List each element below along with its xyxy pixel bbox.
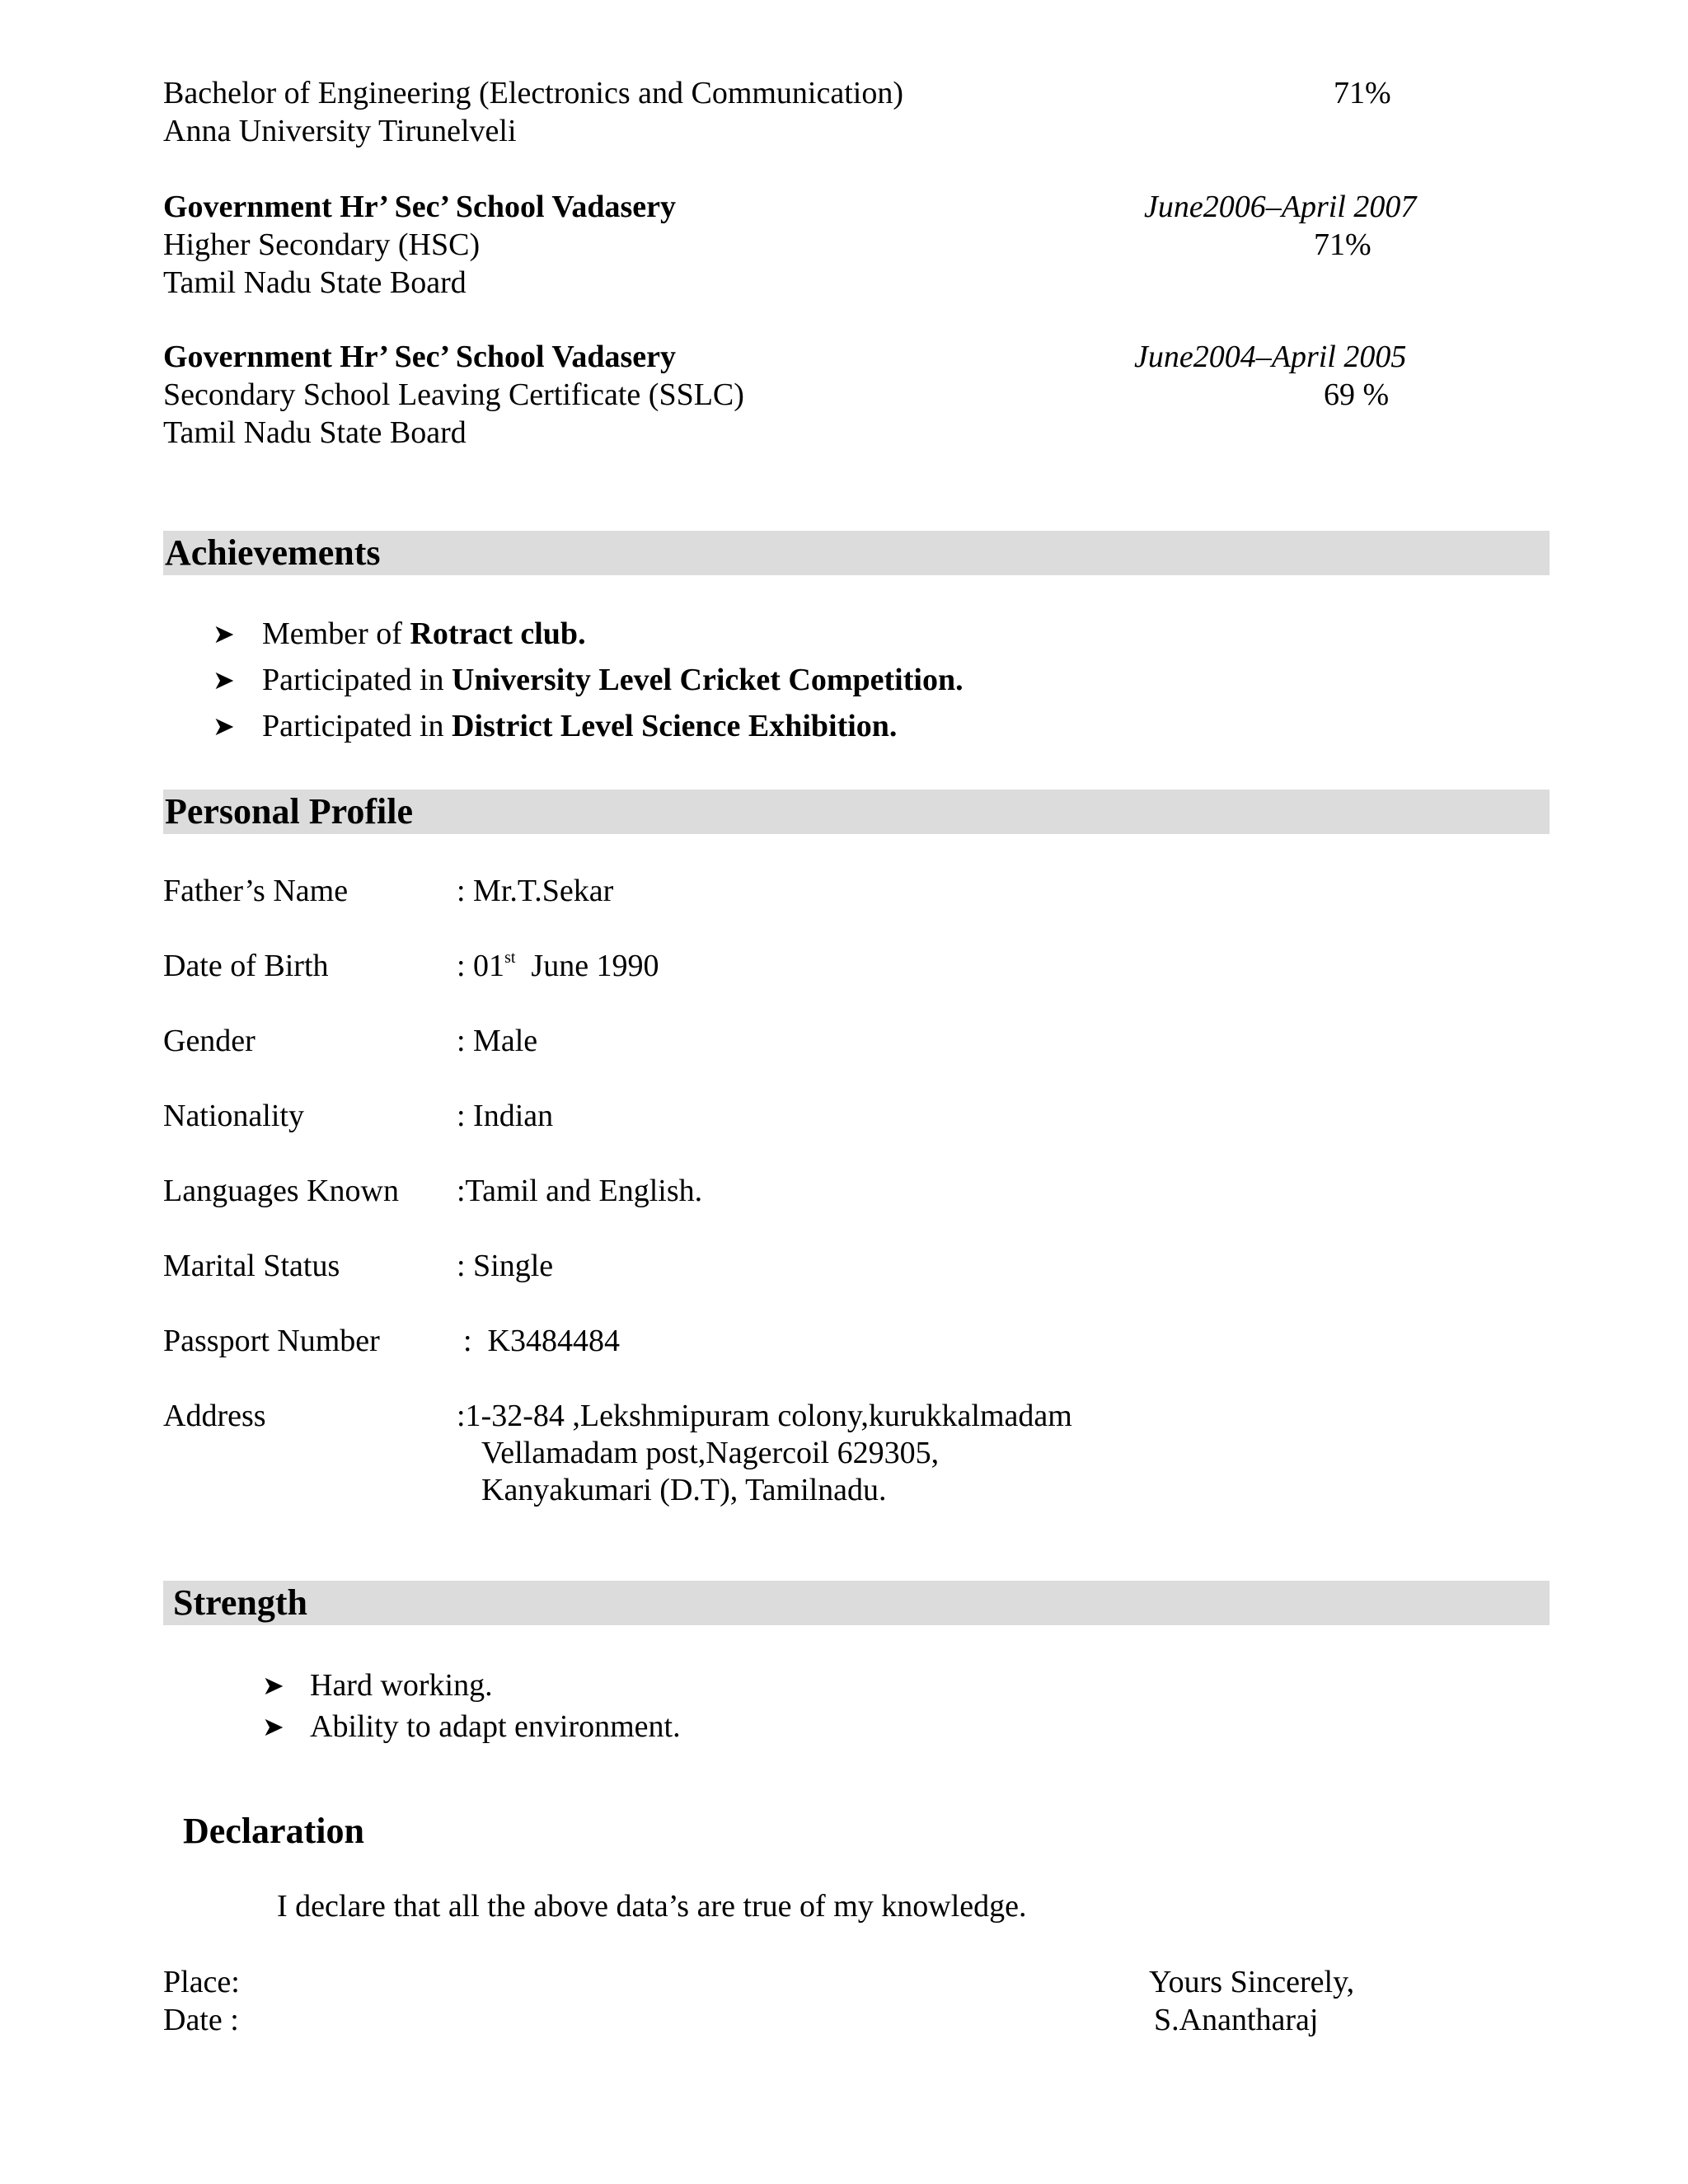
arrow-bullet-icon: ➤ (262, 1671, 284, 1700)
achievement-item: Participated in University Level Cricket Competition. (262, 663, 964, 697)
education-board: Tamil Nadu State Board (163, 415, 467, 450)
education-dates: June2004–April 2005 (1134, 340, 1407, 374)
profile-label: Father’s Name (163, 874, 349, 908)
achievements-title: Achievements (165, 532, 381, 573)
profile-label: Passport Number (163, 1324, 380, 1358)
strength-item: Ability to adapt environment. (310, 1709, 681, 1744)
profile-value: : Mr.T.Sekar (457, 874, 614, 908)
address-line-3: Kanyakumari (D.T), Tamilnadu. (481, 1473, 887, 1507)
profile-label: Languages Known (163, 1174, 399, 1208)
profile-value: :Tamil and English. (457, 1174, 703, 1208)
education-dates: June2006–April 2007 (1144, 190, 1417, 224)
profile-value: : 01st June 1990 (457, 949, 659, 983)
signature-name: S.Anantharaj (1154, 2003, 1319, 2037)
strength-title: Strength (173, 1582, 307, 1623)
education-score: 71% (1334, 76, 1391, 110)
education-score: 69 % (1324, 377, 1390, 412)
address-line-2: Vellamadam post,Nagercoil 629305, (481, 1436, 940, 1470)
place-label: Place: (163, 1965, 240, 1999)
profile-label: Date of Birth (163, 949, 329, 983)
profile-value: : Male (457, 1024, 538, 1058)
profile-value: : Indian (457, 1099, 554, 1133)
education-course: Bachelor of Engineering (Electronics and Communication) (163, 76, 903, 110)
declaration-text: I declare that all the above data’s are true of my knowledge. (277, 1889, 1027, 1924)
education-score: 71% (1314, 227, 1372, 262)
personal-profile-title: Personal Profile (165, 791, 413, 832)
strength-item: Hard working. (310, 1668, 493, 1703)
education-board: Tamil Nadu State Board (163, 265, 467, 300)
achievement-item: Participated in District Level Science Exhibition. (262, 709, 898, 743)
education-course: Higher Secondary (HSC) (163, 227, 481, 262)
address-line-1: :1-32-84 ,Lekshmipuram colony,kurukkalmadam (457, 1399, 1072, 1433)
arrow-bullet-icon: ➤ (213, 619, 235, 649)
profile-value: : K3484484 (463, 1324, 620, 1358)
date-label: Date : (163, 2003, 239, 2037)
arrow-bullet-icon: ➤ (213, 665, 235, 695)
arrow-bullet-icon: ➤ (213, 711, 235, 741)
arrow-bullet-icon: ➤ (262, 1712, 284, 1741)
education-course: Secondary School Leaving Certificate (SSLC) (163, 377, 744, 412)
closing-text: Yours Sincerely, (1149, 1965, 1355, 1999)
profile-label: Address (163, 1399, 266, 1433)
education-institution: Government Hr’ Sec’ School Vadasery (163, 340, 676, 374)
profile-label: Marital Status (163, 1249, 340, 1283)
profile-label: Gender (163, 1024, 256, 1058)
education-institution: Government Hr’ Sec’ School Vadasery (163, 190, 676, 224)
education-board: Anna University Tirunelveli (163, 114, 517, 148)
profile-label: Nationality (163, 1099, 304, 1133)
strength-header-bar (163, 1581, 1550, 1625)
achievement-item: Member of Rotract club. (262, 616, 586, 651)
profile-value: : Single (457, 1249, 554, 1283)
declaration-title: Declaration (183, 1811, 364, 1851)
